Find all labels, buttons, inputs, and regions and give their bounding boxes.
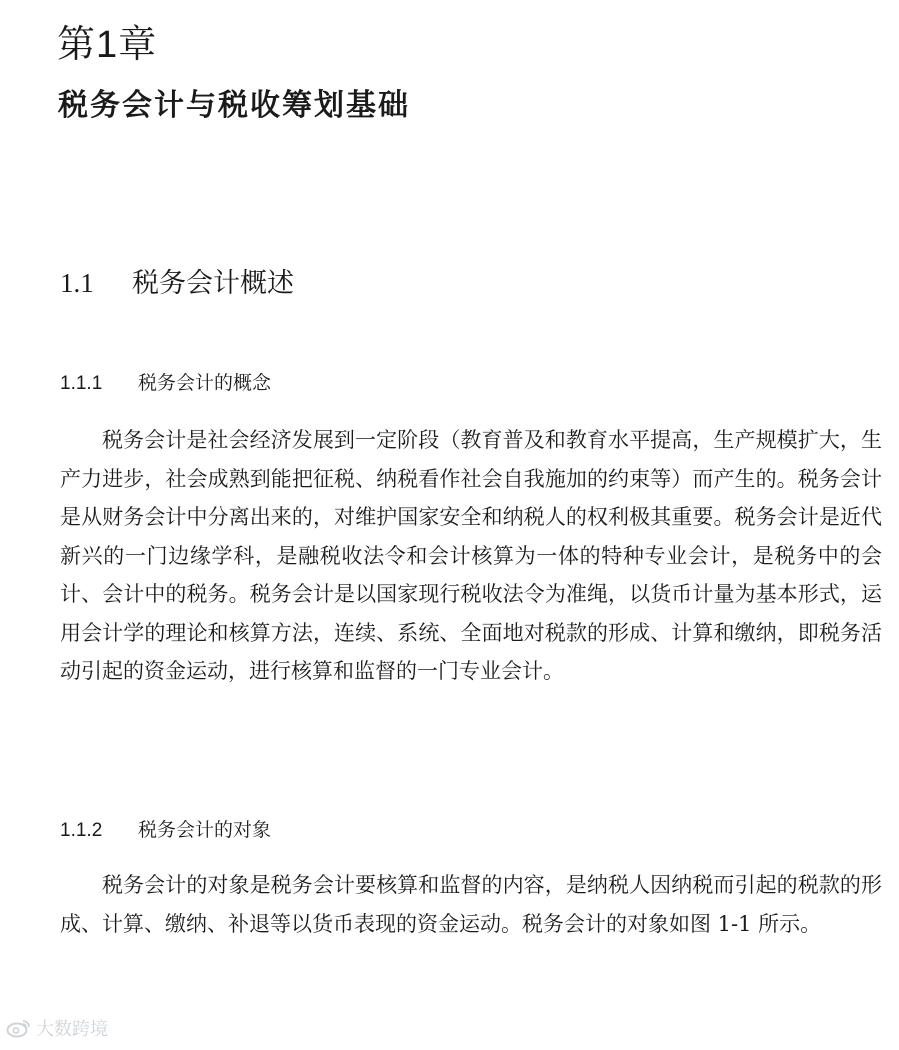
subsection-heading	[60, 369, 271, 398]
body-paragraph: 税务会计是社会经济发展到一定阶段（教育普及和教育水平提高，生产规模扩大，生产力进步，社会成熟到能把征税、纳税看作社会自我施加的约束等）而产生的。税务会计是从财务会计中分离出来的，对维护国家安全和纳税人的权利极其重要。税务会计是近代新兴的一门边缘学科，是融税收法令和会计核算为一体的特种专业会计，是税务中的会计、会计中的税务。税务会计是以国家现行税收法令为准绳，以货币计量为基本形式，运用会计学的理论和核算方法，连续、系统、全面地对税款的形成、计算和缴纳，即税务活动引起的资金运动，进行核算和监督的一门专业会计。	[60, 428, 882, 683]
chapter-title: 税务会计与税收筹划基础	[58, 88, 410, 123]
chapter-number: 第1章	[57, 24, 158, 66]
watermark-text: 大数跨境	[36, 1019, 108, 1040]
subsection-number: 1.1.1	[60, 373, 103, 394]
subsection-title: 税务会计的概念	[138, 372, 272, 394]
subsection-number: 1.1.2	[60, 820, 103, 841]
watermark	[6, 1015, 108, 1043]
body-paragraph: 税务会计的对象是税务会计要核算和监督的内容，是纳税人因纳税而引起的税款的形成、计算、缴纳、补退等以货币表现的资金运动。税务会计的对象如图 1-1 所示。	[60, 873, 882, 936]
section-heading	[60, 264, 294, 303]
weibo-logo-icon	[6, 1018, 32, 1043]
subsection-title: 税务会计的对象	[138, 819, 272, 841]
section-title: 税务会计概述	[132, 268, 294, 299]
subsection-heading	[60, 816, 271, 845]
section-number: 1.1	[60, 268, 94, 298]
